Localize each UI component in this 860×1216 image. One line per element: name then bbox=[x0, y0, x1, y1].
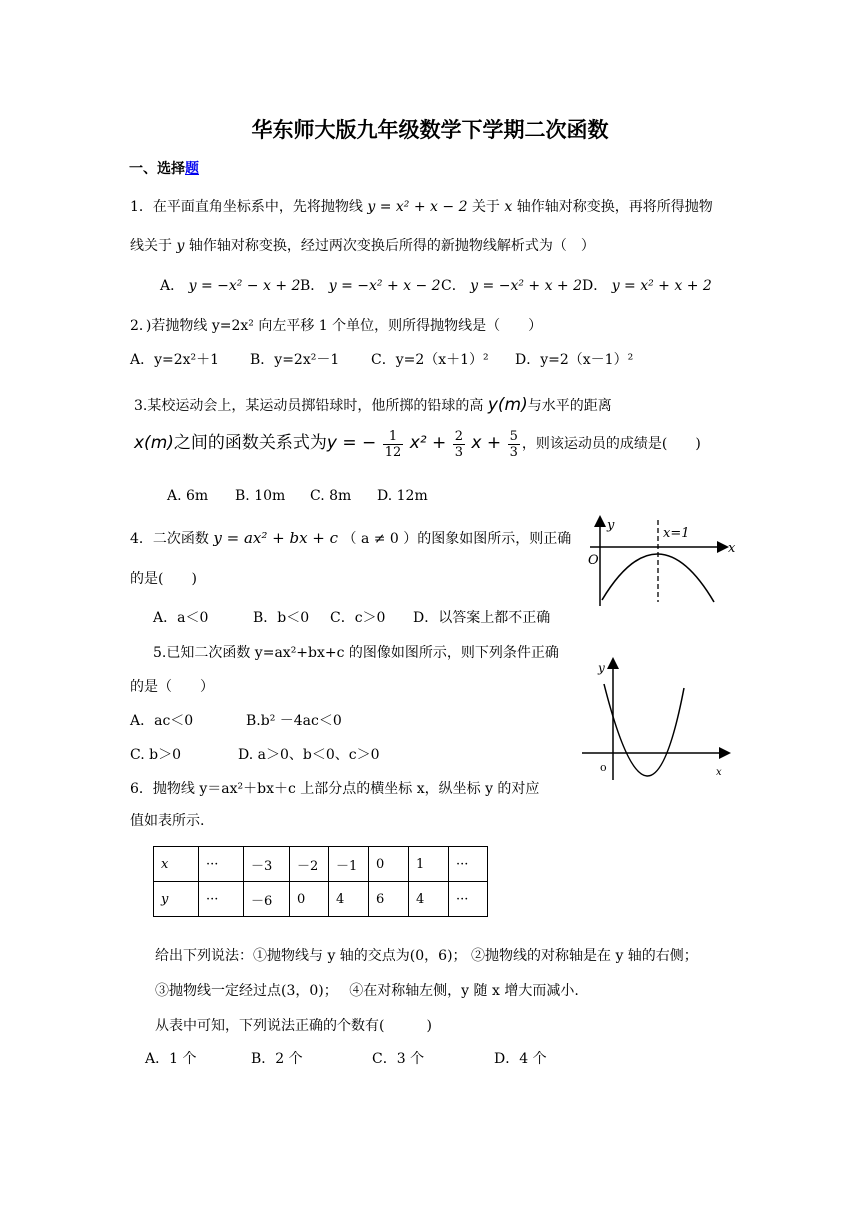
cell-text: 1 bbox=[416, 856, 425, 872]
q3-ym: y(m) bbox=[487, 395, 528, 415]
cell-text: y bbox=[161, 891, 169, 907]
q1-option-a bbox=[160, 275, 300, 295]
q3-line1 bbox=[134, 395, 612, 415]
q3-frac3-den: 3 bbox=[509, 444, 518, 460]
section-heading bbox=[129, 158, 199, 178]
cell-text: 6 bbox=[376, 891, 385, 907]
q1-formula: y = x² + x − 2 bbox=[367, 199, 468, 215]
q5-option-c: C. b＞0 bbox=[130, 747, 181, 763]
table-cell bbox=[290, 882, 329, 917]
q5-graph bbox=[580, 654, 732, 780]
q3-frac1-den: 12 bbox=[384, 444, 402, 460]
q5-stem: 5.已知二次函数 y=ax²+bx+c 的图像如图所示，则下列条件正确 bbox=[153, 645, 559, 661]
q1-option-a-expr: y = −x² − x + 2 bbox=[188, 278, 301, 294]
q1-option-b-label: B． bbox=[300, 278, 325, 294]
q4-x-label: x bbox=[728, 541, 736, 556]
page-title: 华东师大版九年级数学下学期二次函数 bbox=[251, 118, 609, 142]
cell-text: ··· bbox=[206, 891, 219, 907]
q4-option-b: B．b＜0 bbox=[253, 610, 310, 626]
cell-text: 0 bbox=[297, 891, 306, 907]
q4-line2: 的是( ) bbox=[130, 571, 197, 587]
q4-option-d: D．以答案上都不正确 bbox=[413, 610, 551, 626]
cell-text: ··· bbox=[456, 891, 469, 907]
q6-option-b: B．2 个 bbox=[251, 1051, 303, 1067]
table-cell bbox=[409, 847, 449, 882]
q5-origin-label: o bbox=[600, 761, 607, 774]
cell-text: x bbox=[161, 856, 169, 872]
q3-frac1-num: 1 bbox=[383, 429, 404, 445]
cell-text: －6 bbox=[251, 893, 273, 909]
q3-text-b: 与水平的距离 bbox=[527, 398, 612, 414]
q2-option-d: D．y=2（x－1）² bbox=[515, 352, 634, 368]
q4-origin-label: O bbox=[588, 553, 599, 568]
q6-option-c: C．3 个 bbox=[372, 1051, 425, 1067]
q3-option-b: B. 10m bbox=[235, 488, 286, 504]
table-cell bbox=[449, 882, 488, 917]
q1-text-c: 轴作轴对称变换，再将所得抛物 bbox=[516, 199, 713, 215]
q1-option-c-label: C． bbox=[441, 278, 466, 294]
q4-text-a: 4．二次函数 bbox=[130, 531, 209, 547]
q1-line1 bbox=[130, 196, 713, 216]
q3-mid1: x² + bbox=[409, 433, 447, 453]
table-cell bbox=[449, 847, 488, 882]
q1-option-c-expr: y = −x² + x + 2 bbox=[470, 278, 583, 294]
cell-text: －3 bbox=[251, 858, 273, 874]
q1-text-a: 1．在平面直角坐标系中，先将抛物线 bbox=[130, 199, 363, 215]
section-heading-text: 一、选择 bbox=[129, 161, 185, 177]
q6-option-a: A．1 个 bbox=[145, 1051, 197, 1067]
q6-value-table bbox=[153, 846, 488, 917]
q6-option-d: D．4 个 bbox=[494, 1051, 547, 1067]
q1-line2 bbox=[130, 235, 595, 255]
q4-condition: （ a ≠ 0 ） bbox=[342, 531, 418, 547]
q3-option-a: A. 6m bbox=[167, 488, 209, 504]
q3-fraction-2 bbox=[453, 429, 465, 460]
table-cell bbox=[329, 847, 369, 882]
q5-option-a: A．ac＜0 bbox=[130, 713, 194, 729]
q5-option-d: D. a＞0、b＜0、c＞0 bbox=[238, 747, 380, 763]
q6-stem-1: 6．抛物线 y＝ax²＋bx＋c 上部分点的横坐标 x，纵坐标 y 的对应 bbox=[130, 781, 540, 797]
q4-axis-label: x=1 bbox=[663, 526, 690, 541]
q3-frac2-num: 2 bbox=[454, 428, 463, 444]
table-cell bbox=[409, 882, 449, 917]
cell-text: －1 bbox=[336, 858, 358, 874]
q5-option-b: B.b² －4ac＜0 bbox=[246, 713, 342, 729]
cell-text: －2 bbox=[297, 858, 319, 874]
table-cell bbox=[244, 847, 290, 882]
q2-option-b: B．y=2x²－1 bbox=[250, 352, 340, 368]
q2-option-a: A．y=2x²＋1 bbox=[130, 352, 220, 368]
q4-option-a: A．a＜0 bbox=[153, 610, 209, 626]
q4-y-label: y bbox=[607, 518, 615, 533]
table-cell bbox=[154, 847, 199, 882]
q3-fraction-1 bbox=[383, 429, 404, 460]
q3-text-d: ，则该运动员的成绩是( ) bbox=[521, 436, 701, 452]
table-cell bbox=[369, 847, 409, 882]
q3-fraction-3 bbox=[508, 429, 520, 460]
cell-text: 0 bbox=[376, 856, 385, 872]
table-cell bbox=[290, 847, 329, 882]
q1-option-b-expr: y = −x² + x − 2 bbox=[328, 278, 441, 294]
q5-parabola bbox=[604, 684, 684, 776]
q4-formula: y = ax² + bx + c bbox=[213, 529, 339, 547]
cell-text: ··· bbox=[206, 856, 219, 872]
q2-stem: 2．)若抛物线 y=2x² 向左平移 1 个单位，则所得抛物线是（ ） bbox=[130, 318, 543, 334]
q1-option-c bbox=[441, 275, 582, 295]
q4-text-b: 的图象如图所示，则正确 bbox=[417, 531, 572, 547]
q6-statements-1: 给出下列说法：①抛物线与 y 轴的交点为(0，6)； ②抛物线的对称轴是在 y 轴的右侧； bbox=[155, 948, 698, 964]
cell-text: ··· bbox=[456, 856, 469, 872]
q1-var-y: y bbox=[176, 238, 185, 254]
q1-option-d-label: D． bbox=[582, 278, 608, 294]
q1-text-e: 轴作轴对称变换，经过两次变换后所得的新抛物线解析式为（ ） bbox=[188, 238, 595, 254]
q4-stem bbox=[130, 528, 571, 548]
table-cell bbox=[199, 847, 244, 882]
q3-mid2: x + bbox=[471, 433, 502, 453]
cell-text: 4 bbox=[336, 891, 345, 907]
q3-frac3-num: 5 bbox=[509, 428, 518, 444]
q3-text-a: 3.某校运动会上，某运动员掷铅球时，他所掷的铅球的高 bbox=[134, 398, 484, 414]
q3-text-c: 之间的函数关系式为 bbox=[173, 433, 327, 453]
q2-option-c: C．y=2（x＋1）² bbox=[371, 352, 489, 368]
table-row bbox=[154, 847, 488, 882]
q3-option-c: C. 8m bbox=[310, 488, 352, 504]
table-cell bbox=[154, 882, 199, 917]
q4-option-c: C．c＞0 bbox=[330, 610, 386, 626]
table-cell bbox=[329, 882, 369, 917]
q4-graph bbox=[580, 512, 740, 606]
q1-option-d bbox=[582, 275, 712, 295]
q5-y-label: y bbox=[598, 661, 605, 675]
q3-frac2-den: 3 bbox=[454, 444, 463, 460]
cell-text: 4 bbox=[416, 891, 425, 907]
q3-option-d: D. 12m bbox=[377, 488, 428, 504]
table-cell bbox=[369, 882, 409, 917]
q6-statements-2: ③抛物线一定经过点(3，0)； ④在对称轴左侧，y 随 x 增大而减小. bbox=[155, 983, 579, 999]
table-cell bbox=[244, 882, 290, 917]
q6-stem-2: 值如表所示. bbox=[130, 813, 205, 829]
q1-text-d: 线关于 bbox=[130, 238, 172, 254]
q1-option-b bbox=[300, 275, 441, 295]
q1-text-b: 关于 bbox=[471, 199, 500, 215]
q6-question: 从表中可知，下列说法正确的个数有( ) bbox=[155, 1018, 432, 1034]
q3-xm: x(m) bbox=[134, 433, 174, 453]
q1-option-a-label: A． bbox=[160, 278, 185, 294]
table-row bbox=[154, 882, 488, 917]
q3-line2 bbox=[134, 428, 701, 460]
q5-line2: 的是（ ） bbox=[130, 679, 214, 695]
q3-lhs: y = − bbox=[326, 433, 377, 453]
section-link[interactable]: 题 bbox=[185, 161, 199, 177]
q5-x-label: x bbox=[716, 767, 722, 778]
table-cell bbox=[199, 882, 244, 917]
q1-option-d-expr: y = x² + x + 2 bbox=[611, 278, 712, 294]
q1-var-x: x bbox=[504, 199, 513, 215]
